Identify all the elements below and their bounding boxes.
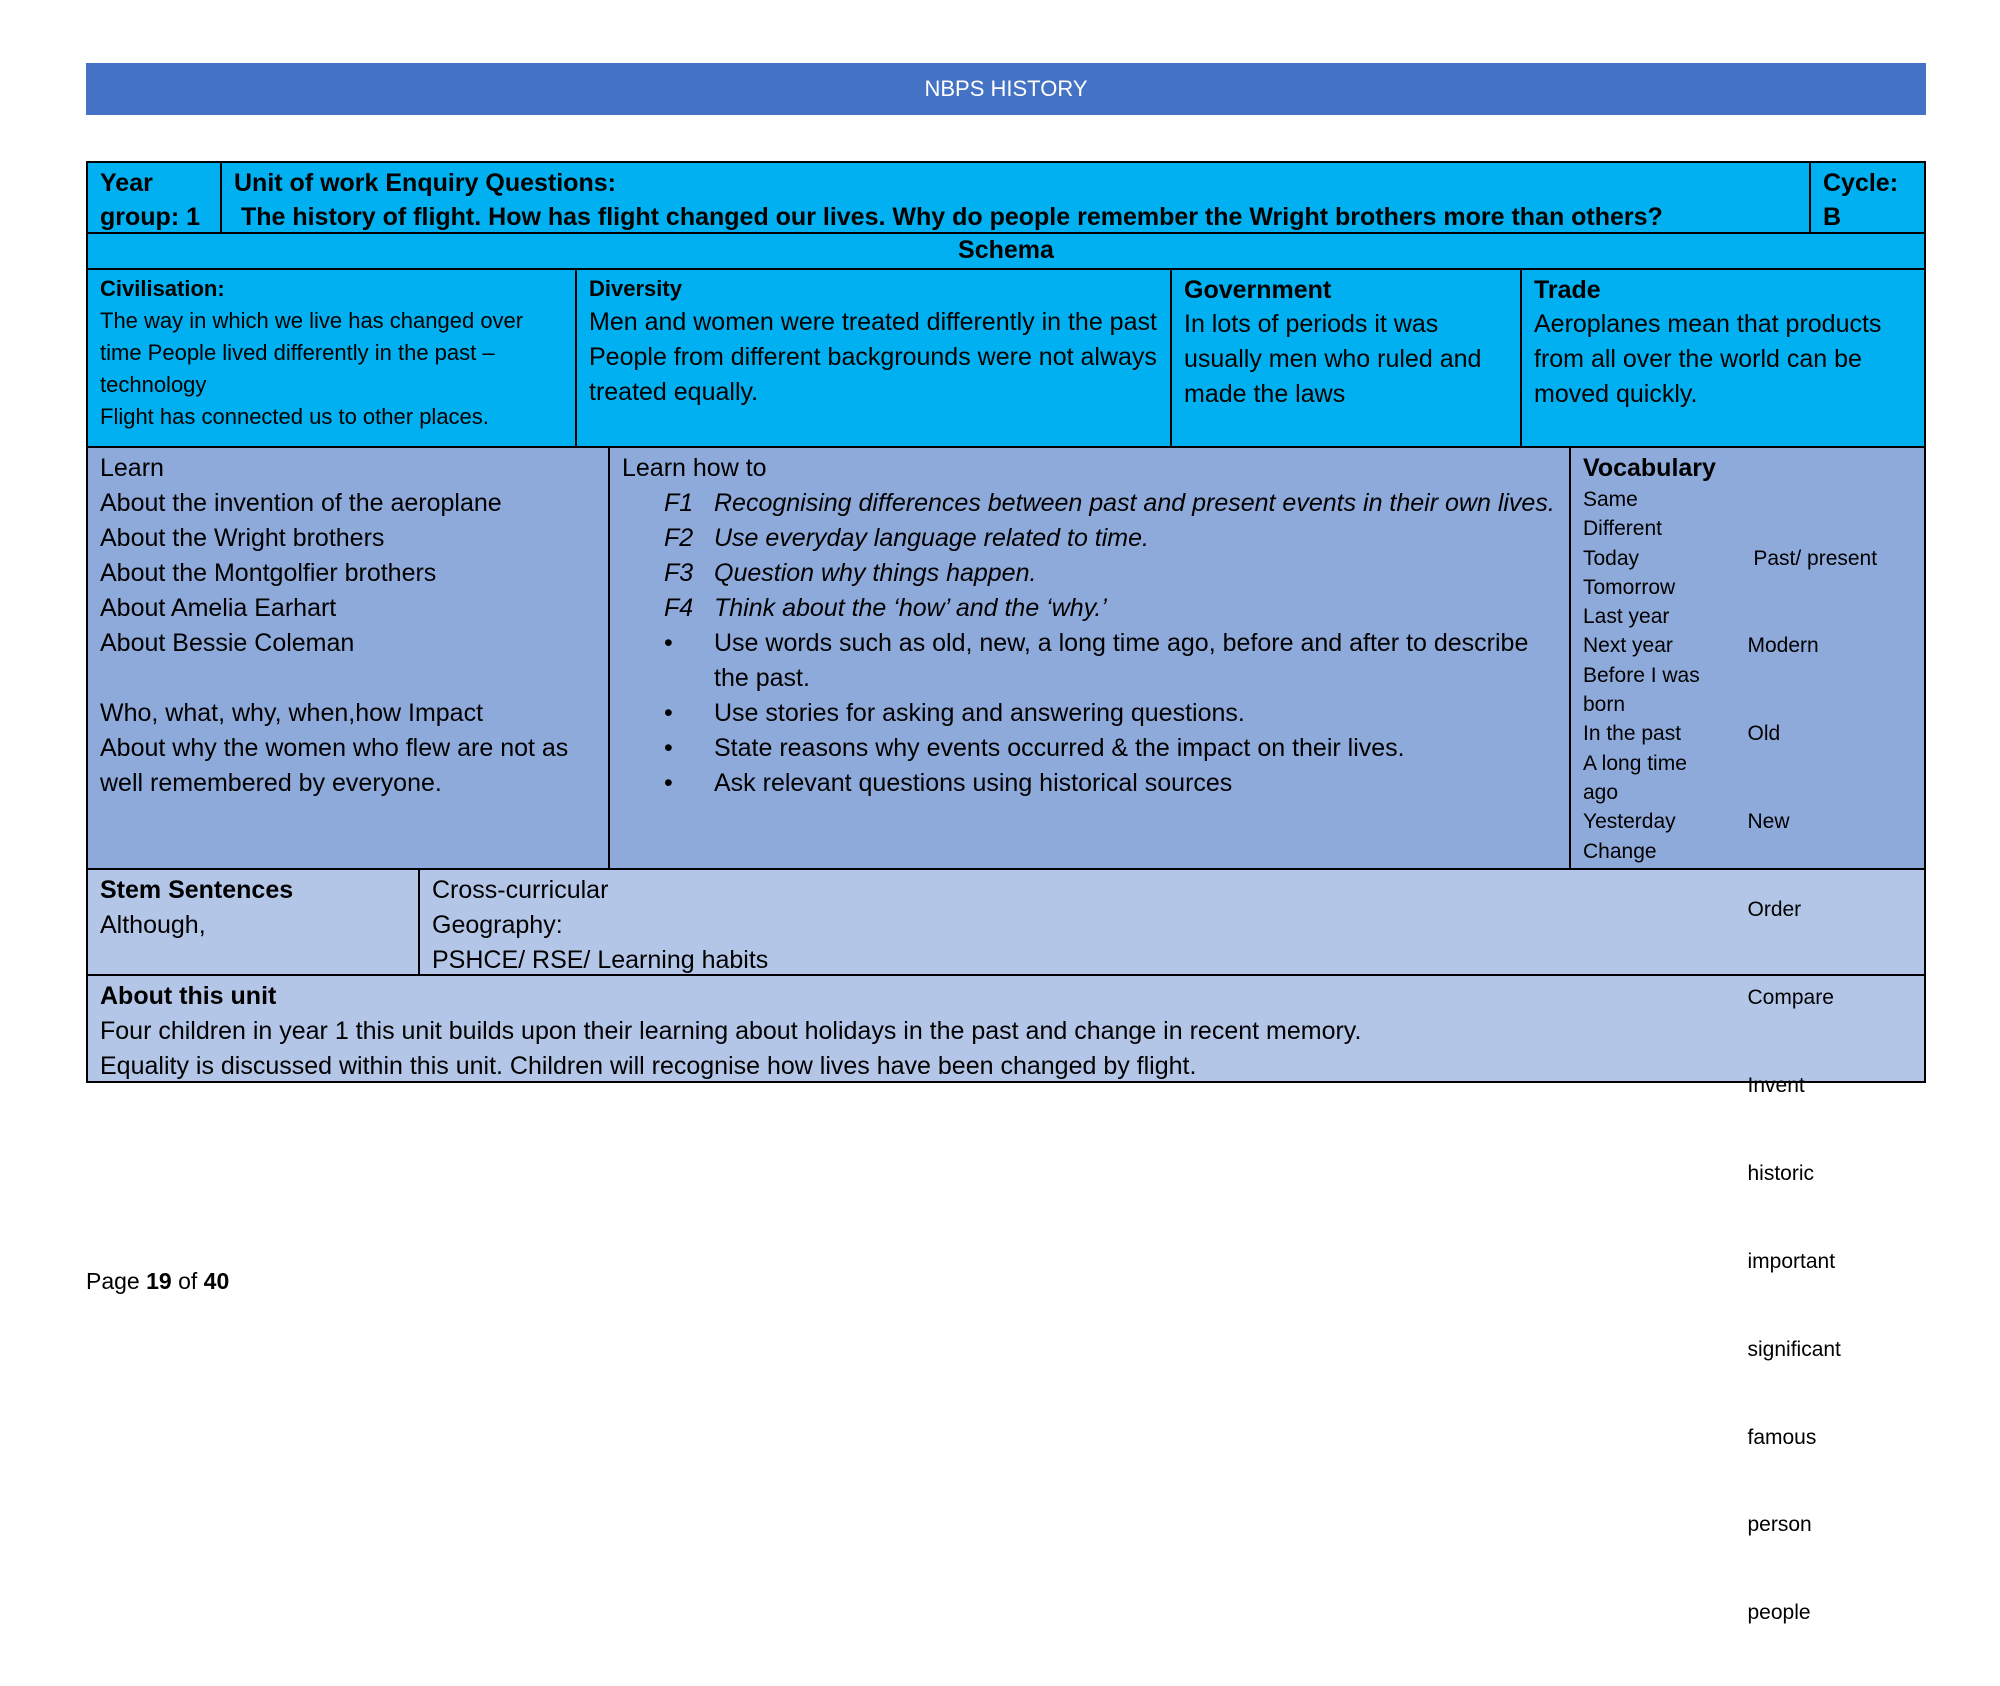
about-row bbox=[88, 976, 1924, 1081]
learn-item: About the Wright brothers bbox=[100, 524, 385, 552]
outcome-item bbox=[622, 521, 1557, 556]
bullet-text: Ask relevant questions using historical sources bbox=[714, 769, 1233, 797]
enquiry-questions: The history of flight. How has flight changed our lives. Why do people remember the Wright brothers more than others? bbox=[234, 203, 1663, 231]
cycle-label: Cycle: bbox=[1823, 169, 1899, 197]
vocab-word: Last year bbox=[1583, 605, 1670, 629]
bullet-text: State reasons why events occurred & the impact on their lives. bbox=[714, 734, 1405, 762]
bullet-item bbox=[622, 731, 1557, 766]
vocab-word: Yesterday bbox=[1583, 810, 1676, 834]
vocab-word: Before I was bbox=[1583, 663, 1700, 687]
stem-cell bbox=[88, 870, 420, 974]
trade-heading: Trade bbox=[1534, 276, 1601, 304]
diversity-heading: Diversity bbox=[589, 276, 682, 301]
outcome-marker: F2 bbox=[664, 524, 694, 552]
outcome-text: Think about the ‘how’ and the ‘why.’ bbox=[714, 594, 1107, 622]
learn-item: About the invention of the aeroplane bbox=[100, 489, 502, 517]
stem-heading: Stem Sentences bbox=[100, 876, 294, 904]
learn-cell bbox=[88, 448, 610, 868]
trade-cell bbox=[1522, 270, 1924, 446]
learn-how-heading: Learn how to bbox=[622, 454, 767, 482]
civilisation-line: The way in which we live has changed over bbox=[100, 308, 524, 333]
footer-prefix: Page bbox=[86, 1268, 147, 1294]
unit-title-row bbox=[88, 163, 1924, 234]
bullet-item bbox=[622, 766, 1557, 801]
government-cell bbox=[1172, 270, 1522, 446]
learn-item: About the Montgolfier brothers bbox=[100, 559, 437, 587]
outcome-item bbox=[622, 556, 1557, 591]
civilisation-line: Flight has connected us to other places. bbox=[100, 404, 489, 429]
page-footer bbox=[86, 1268, 229, 1295]
vocabulary-columns bbox=[1583, 485, 1912, 1686]
vocab-word: Tomorrow bbox=[1583, 575, 1676, 599]
bullet-icon: • bbox=[664, 769, 673, 797]
vocab-word: Next year bbox=[1583, 634, 1673, 658]
footer-of: of bbox=[171, 1268, 204, 1294]
vocab-word: Compare bbox=[1747, 986, 1834, 1010]
learn-extra: About why the women who flew are not as well remembered by everyone. bbox=[100, 734, 569, 797]
trade-text: Aeroplanes mean that products from all over the world can be moved quickly. bbox=[1534, 310, 1882, 408]
vocab-word: Different bbox=[1583, 517, 1662, 541]
learn-how-cell bbox=[610, 448, 1571, 868]
vocab-word: people bbox=[1747, 1601, 1811, 1625]
vocab-word: Past/ present bbox=[1747, 546, 1878, 570]
outcome-marker: F1 bbox=[664, 489, 694, 517]
year-value: group: 1 bbox=[100, 203, 200, 231]
schema-title-row bbox=[88, 234, 1924, 270]
vocab-word: In the past bbox=[1583, 722, 1682, 746]
about-line: Four children in year 1 this unit builds upon their learning about holidays in the past and change in recent memory. bbox=[100, 1017, 1362, 1045]
civilisation-cell bbox=[88, 270, 577, 446]
vocabulary-col-2 bbox=[1748, 485, 1913, 1686]
learn-extra: Who, what, why, when,how Impact bbox=[100, 699, 484, 727]
vocab-word: historic bbox=[1747, 1161, 1815, 1185]
about-line: Equality is discussed within this unit. Children will recognise how lives have been changed by flight. bbox=[100, 1052, 1197, 1080]
vocabulary-col-1 bbox=[1583, 485, 1748, 1686]
government-text: In lots of periods it was usually men who ruled and made the laws bbox=[1184, 310, 1482, 408]
civilisation-line: time People lived differently in the past – bbox=[100, 340, 495, 365]
schema-concepts-row bbox=[88, 270, 1924, 448]
stem-cross-row bbox=[88, 870, 1924, 976]
government-heading: Government bbox=[1184, 276, 1332, 304]
vocab-word: Order bbox=[1747, 898, 1802, 922]
vocab-word: Same bbox=[1583, 488, 1638, 511]
vocabulary-heading: Vocabulary bbox=[1583, 454, 1716, 482]
outcome-item bbox=[622, 486, 1557, 521]
cross-curricular-cell bbox=[420, 870, 1924, 974]
vocab-word: important bbox=[1747, 1249, 1836, 1273]
outcome-item bbox=[622, 591, 1557, 626]
civilisation-heading: Civilisation: bbox=[100, 276, 225, 301]
bullet-text: Use words such as old, new, a long time ago, before and after to describe the past. bbox=[714, 629, 1529, 692]
year-label: Year bbox=[100, 169, 153, 197]
outcomes-list bbox=[622, 486, 1557, 801]
about-heading: About this unit bbox=[100, 982, 277, 1010]
outcome-marker: F4 bbox=[664, 594, 694, 622]
vocab-word: person bbox=[1747, 1513, 1812, 1537]
vocab-word: Old bbox=[1747, 722, 1781, 746]
footer-page-total: 40 bbox=[203, 1268, 230, 1294]
enquiry-label: Unit of work Enquiry Questions: bbox=[234, 169, 616, 197]
vocab-word: significant bbox=[1747, 1337, 1841, 1361]
vocab-word: born bbox=[1583, 693, 1626, 717]
bullet-icon: • bbox=[664, 699, 673, 727]
cross-geography: Geography: bbox=[432, 911, 563, 939]
learn-item: About Bessie Coleman bbox=[100, 629, 355, 657]
vocabulary-cell bbox=[1571, 448, 1924, 1625]
outcome-marker: F3 bbox=[664, 559, 694, 587]
cycle-value: B bbox=[1823, 203, 1842, 231]
enquiry-questions-cell bbox=[222, 163, 1811, 232]
page-header bbox=[86, 63, 1926, 115]
stem-text: Although, bbox=[100, 911, 206, 939]
vocab-word: Change bbox=[1583, 839, 1657, 863]
cycle-cell bbox=[1811, 163, 1924, 232]
bullet-icon: • bbox=[664, 734, 673, 762]
outcome-text: Recognising differences between past and present events in their own lives. bbox=[714, 489, 1555, 517]
vocab-word: Invent bbox=[1747, 1073, 1805, 1097]
vocab-word: ago bbox=[1583, 780, 1619, 804]
cross-heading: Cross-curricular bbox=[432, 876, 609, 904]
vocab-word: A long time bbox=[1583, 751, 1687, 775]
learn-heading: Learn bbox=[100, 454, 164, 482]
vocab-word: Today bbox=[1583, 546, 1640, 570]
cross-pshce: PSHCE/ RSE/ Learning habits bbox=[432, 946, 769, 974]
outcome-text: Use everyday language related to time. bbox=[714, 524, 1149, 552]
vocab-word: Modern bbox=[1747, 634, 1819, 658]
vocab-word: famous bbox=[1747, 1425, 1817, 1449]
bullet-text: Use stories for asking and answering questions. bbox=[714, 699, 1245, 727]
civilisation-line: technology bbox=[100, 372, 207, 397]
year-group-cell bbox=[88, 163, 222, 232]
diversity-text: Men and women were treated differently in the past People from different backgrounds were not always treated equally. bbox=[589, 308, 1157, 406]
footer-page-number: 19 bbox=[146, 1268, 172, 1294]
schema-title: Schema bbox=[958, 236, 1054, 264]
about-cell bbox=[88, 976, 1924, 1081]
outcome-text: Question why things happen. bbox=[714, 559, 1037, 587]
bullet-icon: • bbox=[664, 629, 673, 657]
header-title: NBPS HISTORY bbox=[924, 76, 1088, 101]
diversity-cell bbox=[577, 270, 1172, 446]
bullet-item bbox=[622, 626, 1557, 696]
learn-item: About Amelia Earhart bbox=[100, 594, 337, 622]
vocab-word: New bbox=[1747, 810, 1790, 834]
bullet-item bbox=[622, 696, 1557, 731]
